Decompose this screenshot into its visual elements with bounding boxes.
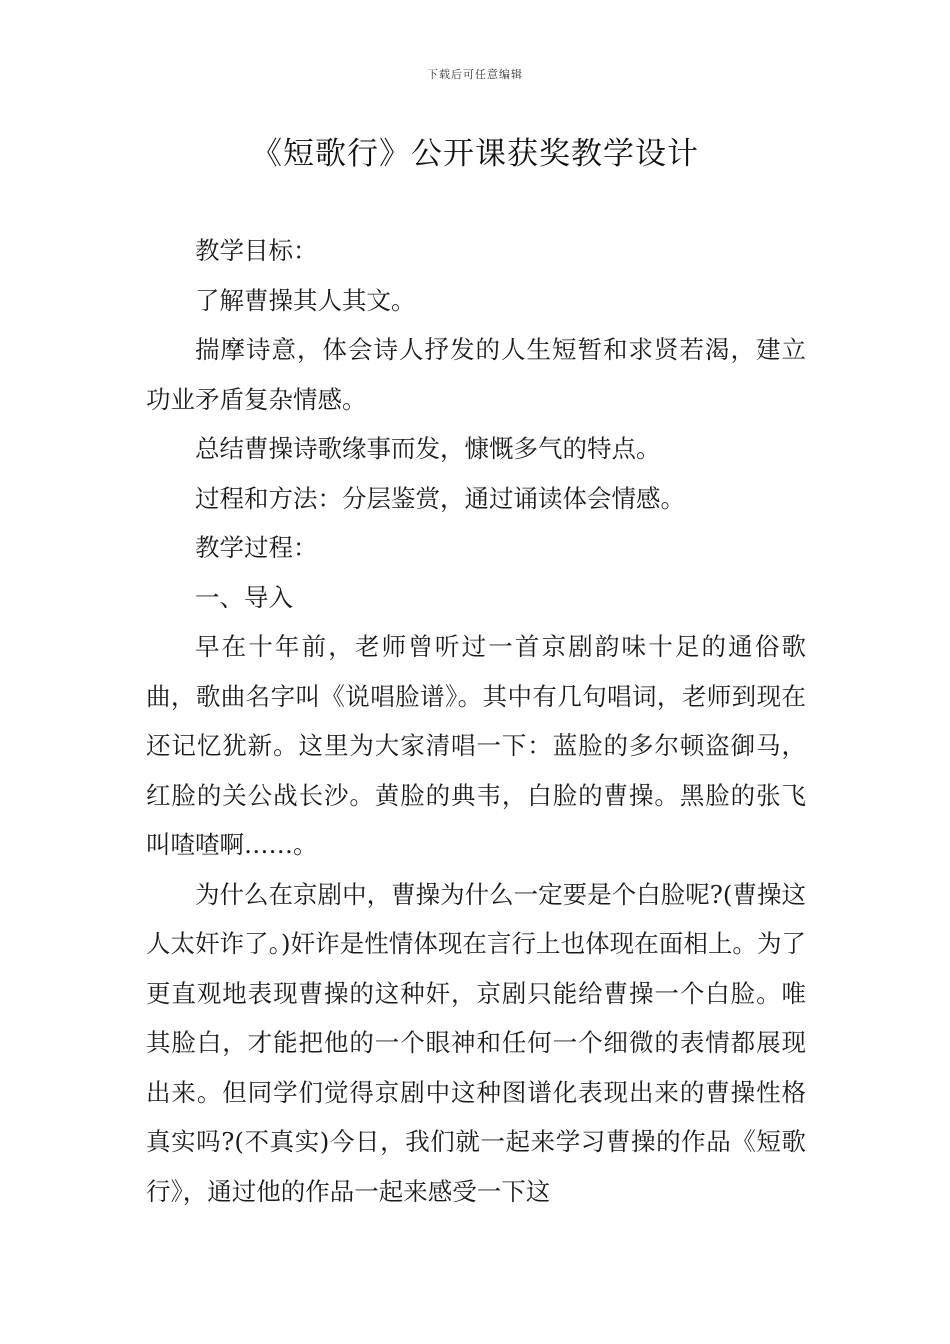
paragraph-intro-1: 早在十年前，老师曾听过一首京剧韵味十足的通俗歌曲，歌曲名字叫《说唱脸谱》。其中有几句唱词，老师到现在还记忆犹新。这里为大家清唱一下：蓝脸的多尔顿盗御马，红脸的关公战长沙。黄脸的典韦，白脸的曹操。黑脸的张飞叫喳喳啊……。	[146, 632, 806, 859]
paragraph-goal-2: 揣摩诗意，体会诗人抒发的人生短暂和求贤若渴，建立功业矛盾复杂情感。	[146, 335, 806, 414]
paragraph-process-heading: 教学过程：	[195, 533, 318, 562]
header-note: 下载后可任意编辑	[427, 68, 523, 81]
paragraph-intro-2: 为什么在京剧中，曹操为什么一定要是个白脸呢?(曹操这人太奸诈了。)奸诈是性情体现在言行上也体现在面相上。为了更直观地表现曹操的这种奸，京剧只能给曹操一个白脸。唯其脸白，才能把他的一个眼神和任何一个细微的表情都展现出来。但同学们觉得京剧中这种图谱化表现出来的曹操性格真实吗?(不真实)今日，我们就一起来学习曹操的作品《短歌行》，通过他的作品一起来感受一下这	[146, 879, 806, 1206]
paragraph-method: 过程和方法：分层鉴赏，通过诵读体会情感。	[195, 483, 685, 513]
paragraph-goal-3: 总结曹操诗歌缘事而发，慷慨多气的特点。	[195, 434, 661, 463]
document-body	[146, 226, 806, 1216]
paragraph-teaching-goals-heading: 教学目标：	[195, 236, 318, 265]
document-title: 《短歌行》公开课获奖教学设计	[251, 136, 699, 172]
paragraph-goal-1: 了解曹操其人其文。	[195, 285, 416, 315]
paragraph-section-intro-heading: 一、导入	[195, 582, 293, 612]
